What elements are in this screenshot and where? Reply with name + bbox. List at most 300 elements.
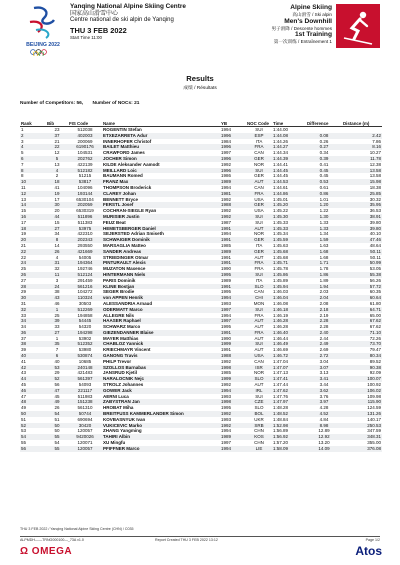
- cell-fis: 6530319: [76, 208, 94, 214]
- cell-time: 1:45.86: [272, 272, 306, 278]
- cell-fis: 421483: [77, 370, 93, 376]
- cell-noc: CHN: [254, 440, 264, 446]
- cell-noc: BOL: [246, 411, 272, 417]
- cell-name: INNERHOFER Christof: [103, 138, 152, 144]
- cell-time: 1:44.00: [273, 127, 289, 132]
- cell-fis: 53817: [68, 179, 102, 185]
- cell-dist: 100.92: [367, 382, 381, 388]
- cell-fis: 151238: [68, 399, 102, 405]
- event-date: THU 3 FEB 2022: [70, 26, 127, 35]
- cell-dist: 40.10: [369, 231, 381, 237]
- cell-diff: 12.89: [318, 428, 330, 434]
- cell-dist: 12.38: [369, 161, 381, 167]
- cell-bib: 26: [46, 249, 68, 255]
- cell-name: CRAWFORD James: [103, 150, 145, 156]
- cell-name: STROLZ Johannes: [103, 382, 144, 388]
- cell-dist: 79.47: [369, 347, 381, 353]
- cell-yb: 1993: [221, 416, 232, 422]
- cell-rank: 52: [20, 423, 46, 429]
- cell-rank: 16: [20, 214, 46, 220]
- omega-logo: Ω OMEGA: [20, 546, 73, 557]
- results-table: [20, 112, 382, 452]
- cell-fis: 561216: [68, 284, 102, 290]
- cell-rank: 46: [20, 388, 46, 394]
- cell-time: 1:45.63: [273, 242, 289, 248]
- start-time: Start Time 11:00: [70, 35, 102, 40]
- cell-name: ALLEGRE Nils: [103, 312, 135, 318]
- cell-rank: 53: [21, 428, 27, 434]
- cell-dist: 115.90: [342, 399, 382, 405]
- cell-bib: 5: [46, 156, 68, 162]
- cell-bib: 13: [54, 161, 60, 167]
- cell-diff: 0.39: [306, 156, 342, 162]
- cell-bib: 38: [54, 289, 60, 295]
- cell-time: 1:45.94: [272, 284, 306, 290]
- cell-fis: 104272: [77, 289, 93, 295]
- cell-time: 1:44.34: [273, 150, 289, 156]
- cell-rank: 28: [20, 284, 46, 290]
- cell-noc: USA: [254, 208, 264, 214]
- cell-rank: 14: [20, 202, 46, 208]
- competitor-counts: [20, 101, 147, 106]
- cell-dist: 39.80: [342, 226, 382, 232]
- cell-dist: 60.35: [369, 289, 381, 295]
- cell-rank: 33: [21, 312, 27, 318]
- cell-time: 1:45.22: [273, 208, 289, 214]
- cell-dist: 13.58: [369, 173, 381, 179]
- cell-name: PHILP Trevor: [103, 358, 132, 364]
- cell-bib: 21: [54, 138, 60, 144]
- cell-yb: 1995: [220, 272, 246, 278]
- cell-fis: 54093: [78, 382, 92, 388]
- venue-name-fr: Centre national de ski alpin de Yanqing: [70, 17, 174, 24]
- cell-fis: 10685: [78, 358, 92, 364]
- cell-bib: 47: [46, 388, 68, 394]
- col-difference: Difference: [306, 112, 342, 127]
- cell-diff: 2.28: [319, 324, 329, 330]
- cell-fis: 512038: [77, 127, 93, 132]
- cell-noc: UKR: [254, 416, 264, 422]
- cell-yb: 1986: [221, 173, 232, 179]
- cell-bib: 44: [46, 214, 68, 220]
- cell-bib: 22: [46, 144, 68, 150]
- cell-fis: 202343: [68, 237, 102, 243]
- cell-bib: 18: [46, 179, 68, 185]
- cell-dist: 48.64: [369, 242, 381, 248]
- cell-name: von APPEN Henrik: [102, 295, 220, 301]
- cell-fis: 53902: [78, 335, 92, 341]
- cell-time: 1:45.71: [272, 260, 306, 266]
- cell-rank: 42: [20, 365, 46, 371]
- cell-fis: 512124: [68, 272, 102, 278]
- cell-noc: NOR: [254, 370, 264, 376]
- cell-yb: 1981: [220, 191, 246, 197]
- cell-noc: AUT: [254, 347, 264, 353]
- cell-name: ROGENTIN Stefan: [103, 127, 142, 132]
- cell-bib: 12: [54, 150, 60, 156]
- cell-bib: 27: [46, 226, 68, 232]
- cell-name: ZABYSTRAN Jan: [102, 399, 220, 405]
- cell-dist: 67.62: [342, 318, 382, 324]
- cell-yb: 1991: [220, 330, 246, 336]
- cell-dist: 355.00: [367, 440, 381, 446]
- cell-yb: 1996: [220, 168, 246, 174]
- cell-fis: 530874: [68, 353, 102, 359]
- cell-dist: 67.62: [369, 324, 381, 330]
- cell-diff: 0.45: [306, 168, 342, 174]
- cell-name: XU Mingfu: [103, 440, 126, 446]
- cell-diff: 3.44: [319, 382, 329, 388]
- cell-time: 1:44.27: [272, 144, 306, 150]
- cell-name: GANONG Travis: [102, 353, 220, 359]
- cell-rank: 10: [20, 179, 46, 185]
- cell-yb: 1991: [221, 347, 232, 353]
- cell-rank: 32: [20, 307, 46, 313]
- cell-diff: 0.53: [306, 179, 342, 185]
- cell-dist: 131.26: [342, 411, 382, 417]
- cell-noc: FRA: [254, 312, 264, 318]
- cell-diff: 13.20: [318, 440, 330, 446]
- cell-noc: MON: [253, 300, 265, 306]
- cell-name: SANDER Andreas: [102, 249, 220, 255]
- cell-name: JOCHER Simon: [102, 156, 220, 162]
- cell-yb: 1988: [220, 202, 246, 208]
- cell-dist: 11.78: [342, 156, 382, 162]
- cell-fis: 512352: [68, 341, 102, 347]
- cell-fis: 512182: [68, 168, 102, 174]
- cell-fis: 30503: [78, 300, 92, 306]
- cell-rank: 8: [20, 168, 46, 174]
- cell-time: 1:45.78: [273, 266, 289, 272]
- cell-name: STRIEDINGER Otmar: [103, 254, 149, 260]
- cell-bib: 49: [46, 399, 68, 405]
- cell-fis: 53980: [78, 347, 92, 353]
- cell-yb: 1992: [220, 411, 246, 417]
- cell-rank: 39: [21, 347, 27, 353]
- cell-yb: 1989: [221, 277, 232, 283]
- cell-noc: SUI: [246, 214, 272, 220]
- cell-bib: 41: [54, 184, 60, 190]
- cell-rank: 21: [21, 242, 27, 248]
- sport-name-local: 高山滑雪 / Ski alpin: [292, 12, 332, 17]
- cell-yb: 1997: [220, 318, 246, 324]
- cell-yb: 1990: [221, 335, 232, 341]
- cell-yb: 1994: [221, 231, 232, 237]
- cell-dist: 50.11: [342, 249, 382, 255]
- cell-bib: 50: [54, 428, 60, 434]
- cell-dist: 61.80: [369, 300, 381, 306]
- cell-fis: 104531: [77, 150, 93, 156]
- cell-noc: USA: [246, 353, 272, 359]
- cell-noc: SUI: [246, 341, 272, 347]
- cell-rank: 50: [20, 411, 46, 417]
- cell-yb: 1994: [220, 295, 246, 301]
- cell-diff: 1.68: [306, 249, 342, 255]
- cell-dist: 30.32: [369, 196, 381, 202]
- cell-noc: ITA: [255, 138, 263, 144]
- cell-bib: 15: [54, 219, 60, 225]
- cell-name: BAUMANN Romed: [103, 173, 143, 179]
- cell-rank: 37: [21, 335, 27, 341]
- cell-rank: 30: [20, 295, 46, 301]
- cell-rank: 17: [21, 219, 27, 225]
- cell-bib: 31: [46, 260, 68, 266]
- games-wordmark: BEIJING 2022: [26, 42, 60, 48]
- cell-time: 1:46.72: [272, 353, 306, 359]
- cell-yb: 1992: [221, 161, 232, 167]
- cell-bib: 56: [54, 382, 60, 388]
- cell-yb: 1994: [221, 184, 232, 190]
- cell-diff: 0.45: [319, 173, 329, 179]
- cell-time: 1:45.30: [272, 214, 306, 220]
- cell-noc: AUT: [254, 324, 264, 330]
- cell-time: 1:46.28: [273, 324, 289, 330]
- cell-dist: 47.46: [342, 237, 382, 243]
- cell-yb: 1992: [220, 423, 246, 429]
- cell-time: 1:46.40: [272, 330, 306, 336]
- cell-fis: 511983: [77, 393, 93, 399]
- cell-name: MUZATON Maxence: [103, 266, 146, 272]
- col-time: Time: [272, 112, 306, 127]
- cell-dist: 18.38: [369, 184, 381, 190]
- cell-fis: 193144: [68, 191, 102, 197]
- cell-noc: SLO: [254, 405, 264, 411]
- cell-diff: 0.27: [306, 144, 342, 150]
- cell-noc: GER: [246, 156, 272, 162]
- cell-yb: 1989: [220, 179, 246, 185]
- cell-yb: 1992: [220, 214, 246, 220]
- cell-fis: 51215: [78, 173, 92, 179]
- cell-dist: 73.70: [342, 341, 382, 347]
- cell-yb: 1989: [220, 434, 246, 440]
- cell-rank: 56: [20, 446, 46, 452]
- cell-time: 1:58.09: [272, 446, 306, 452]
- footer-meta: [20, 538, 380, 542]
- cell-fis: 561310: [77, 405, 93, 411]
- cell-diff: 3.62: [306, 388, 342, 394]
- cell-time: 1:46.18: [272, 307, 306, 313]
- cell-diff: 1.89: [319, 277, 329, 283]
- cell-time: 1:46.19: [273, 312, 289, 318]
- cell-fis: 402003: [68, 133, 102, 139]
- cell-diff: 1.20: [306, 202, 342, 208]
- cell-bib: 54: [46, 411, 68, 417]
- cell-bib: 46: [54, 300, 60, 306]
- cell-fis: 6530104: [76, 196, 94, 202]
- cell-bib: 27: [46, 330, 68, 336]
- cell-diff: 3.97: [306, 399, 342, 405]
- cell-fis: 421669: [68, 249, 102, 255]
- cell-time: 1:45.33: [272, 226, 306, 232]
- cell-yb: 1998: [220, 399, 246, 405]
- cell-noc: AUT: [254, 335, 264, 341]
- cell-name: COCHRAN-SIEGLE Ryan: [103, 208, 157, 214]
- cell-rank: 11: [21, 184, 26, 190]
- cell-dist: 53.05: [369, 266, 381, 272]
- cell-name: BENNETT Bryce: [103, 196, 139, 202]
- cell-yb: 1991: [221, 254, 232, 260]
- cell-noc: SUI: [255, 127, 263, 132]
- cell-dist: 56.26: [369, 277, 381, 283]
- cell-name: FERSTL Josef: [102, 202, 220, 208]
- cell-rank: 20: [20, 237, 46, 243]
- cell-time: 1:45.01: [273, 196, 289, 202]
- cell-diff: 1.71: [306, 260, 342, 266]
- cell-time: 1:47.44: [273, 382, 289, 388]
- cell-noc: AUT: [246, 226, 272, 232]
- cell-diff: 2.19: [319, 312, 329, 318]
- cell-name: JANSRUD Kjetil: [103, 370, 138, 376]
- cell-name: ALESSANDRIA Arnaud: [103, 300, 153, 306]
- cell-bib: 23: [54, 127, 60, 132]
- cell-rank: 12: [20, 191, 46, 197]
- phase-name: 1st Training: [294, 31, 332, 39]
- cell-diff: 1.78: [319, 266, 329, 272]
- cell-bib: 54: [54, 440, 60, 446]
- cell-time: 1:46.44: [273, 335, 289, 341]
- cell-name: KOVBASNYUK Ivan: [103, 416, 146, 422]
- cell-dist: 55.38: [342, 272, 382, 278]
- cell-dist: 2.42: [342, 133, 382, 139]
- page-subtitle: 成绩 / Résultats: [183, 86, 217, 91]
- cell-noc: ESP: [246, 133, 272, 139]
- cell-name: THOMPSON Broderick: [103, 184, 152, 190]
- cell-fis: 291459: [77, 277, 93, 283]
- cell-fis: 511383: [77, 219, 93, 225]
- cell-name: MAYER Matthias: [103, 335, 139, 341]
- col-distance: Distance (m): [342, 112, 382, 127]
- beijing-2022-emblem: [20, 4, 66, 56]
- cell-noc: NOR: [254, 231, 264, 237]
- cell-noc: SUI: [255, 219, 263, 225]
- cell-dist: 64.71: [342, 307, 382, 313]
- cell-bib: 1: [46, 307, 68, 313]
- cell-fis: 54445: [68, 318, 102, 324]
- cell-time: 1:47.07: [272, 365, 306, 371]
- cell-yb: 1999: [220, 376, 246, 382]
- cell-dist: 124.59: [367, 405, 381, 411]
- cell-yb: 1995: [221, 324, 232, 330]
- cell-diff: 1.22: [319, 208, 329, 214]
- cell-rank: 43: [21, 370, 27, 376]
- footer-note: THU 3 FEB 2022 / Yanqing National Alpine Skiing Centre (CHN) / C035: [20, 527, 134, 531]
- cell-yb: 1997: [220, 307, 246, 313]
- cell-time: 1:44.39: [272, 156, 306, 162]
- cell-time: 1:45.33: [273, 219, 289, 225]
- cell-time: 1:56.92: [272, 434, 306, 440]
- cell-dist: 50.11: [370, 254, 381, 260]
- cell-noc: GER: [246, 237, 272, 243]
- cell-time: 1:46.08: [273, 300, 289, 306]
- cell-rank: 29: [21, 289, 27, 295]
- cell-time: 1:46.69: [273, 347, 289, 353]
- cell-diff: 0.08: [306, 133, 342, 139]
- cell-time: 1:44.86: [272, 191, 306, 197]
- cell-yb: 1992: [221, 382, 232, 388]
- cell-noc: FRA: [246, 330, 272, 336]
- cell-noc: SLO: [246, 376, 272, 382]
- cell-bib: 11: [46, 272, 68, 278]
- cell-diff: 1.30: [306, 214, 342, 220]
- cell-noc: CHN: [254, 428, 264, 434]
- col-noc: NOC Code: [246, 112, 272, 127]
- cell-time: 1:44.61: [273, 184, 289, 190]
- cell-rank: 6: [20, 156, 46, 162]
- cell-dist: 25.85: [342, 191, 382, 197]
- cell-bib: 1: [55, 335, 59, 341]
- cell-diff: 1.63: [319, 242, 329, 248]
- cell-dist: 348.31: [342, 434, 382, 440]
- cell-fis: 120071: [77, 440, 93, 446]
- cell-diff: 4.28: [319, 405, 329, 411]
- cell-bib: 17: [54, 196, 60, 202]
- cell-rank: 54: [20, 434, 46, 440]
- cell-noc: SUI: [255, 393, 263, 399]
- cell-yb: 1994: [221, 428, 232, 434]
- cell-rank: 26: [20, 272, 46, 278]
- venue-name-zh: 国家高山滑雪中心: [70, 10, 119, 17]
- cell-time: 1:47.13: [273, 370, 289, 376]
- cell-dist: 347.59: [367, 428, 381, 434]
- document-code: ALPMDH——TRNG000100—_73A v1.0: [20, 538, 84, 542]
- cell-rank: 4: [20, 144, 46, 150]
- cell-name: MURISIER Justin: [102, 214, 220, 220]
- cell-fis: 690694: [77, 416, 93, 422]
- cell-dist: 39.80: [369, 219, 381, 225]
- cell-fis: 50744: [68, 411, 102, 417]
- cell-diff: 2.44: [319, 335, 329, 341]
- cell-diff: 2.72: [306, 353, 342, 359]
- cell-noc: SRB: [246, 423, 272, 429]
- cell-diff: 2.69: [319, 347, 329, 353]
- page-number: Page 1/2: [365, 538, 380, 542]
- cell-rank: 22: [21, 254, 27, 260]
- cell-time: 1:44.45: [273, 173, 289, 179]
- cell-dist: 35.95: [342, 202, 382, 208]
- cell-rank: 38: [20, 341, 46, 347]
- cell-dist: 36.53: [369, 208, 381, 214]
- cell-yb: 1997: [221, 150, 232, 156]
- cell-name: FEUZ Beat: [103, 219, 126, 225]
- cell-bib: 55: [46, 434, 68, 440]
- report-created: Report Created THU 3 FEB 2022 13:12: [155, 538, 218, 542]
- cell-fis: 30420: [68, 423, 102, 429]
- cell-yb: 1999: [220, 341, 246, 347]
- cell-time: 1:44.41: [273, 161, 289, 167]
- cell-dist: 38.91: [342, 214, 382, 220]
- cell-diff: 1.94: [306, 284, 342, 290]
- cell-yb: 1993: [221, 393, 232, 399]
- cell-yb: 1985: [221, 370, 232, 376]
- cell-name: AERNI Luca: [103, 393, 129, 399]
- cell-bib: 43: [46, 295, 68, 301]
- cell-fis: 422310: [77, 231, 93, 237]
- cell-name: CHABLOZ Yannick: [102, 341, 220, 347]
- cell-rank: 49: [21, 405, 27, 411]
- cell-bib: 6: [46, 353, 68, 359]
- cell-rank: 3: [21, 138, 24, 144]
- cell-name: GOWER Jack: [102, 388, 220, 394]
- cell-bib: 14: [54, 242, 60, 248]
- cell-dist: 92.09: [369, 370, 381, 376]
- cell-rank: 13: [21, 196, 27, 202]
- cell-yb: 1985: [221, 242, 232, 248]
- cell-name: ETXEZARRETA Adur: [102, 133, 220, 139]
- cell-fis: 194858: [77, 312, 93, 318]
- cell-yb: 1991: [220, 226, 246, 232]
- cell-bib: 30: [46, 202, 68, 208]
- cell-noc: GER: [246, 202, 272, 208]
